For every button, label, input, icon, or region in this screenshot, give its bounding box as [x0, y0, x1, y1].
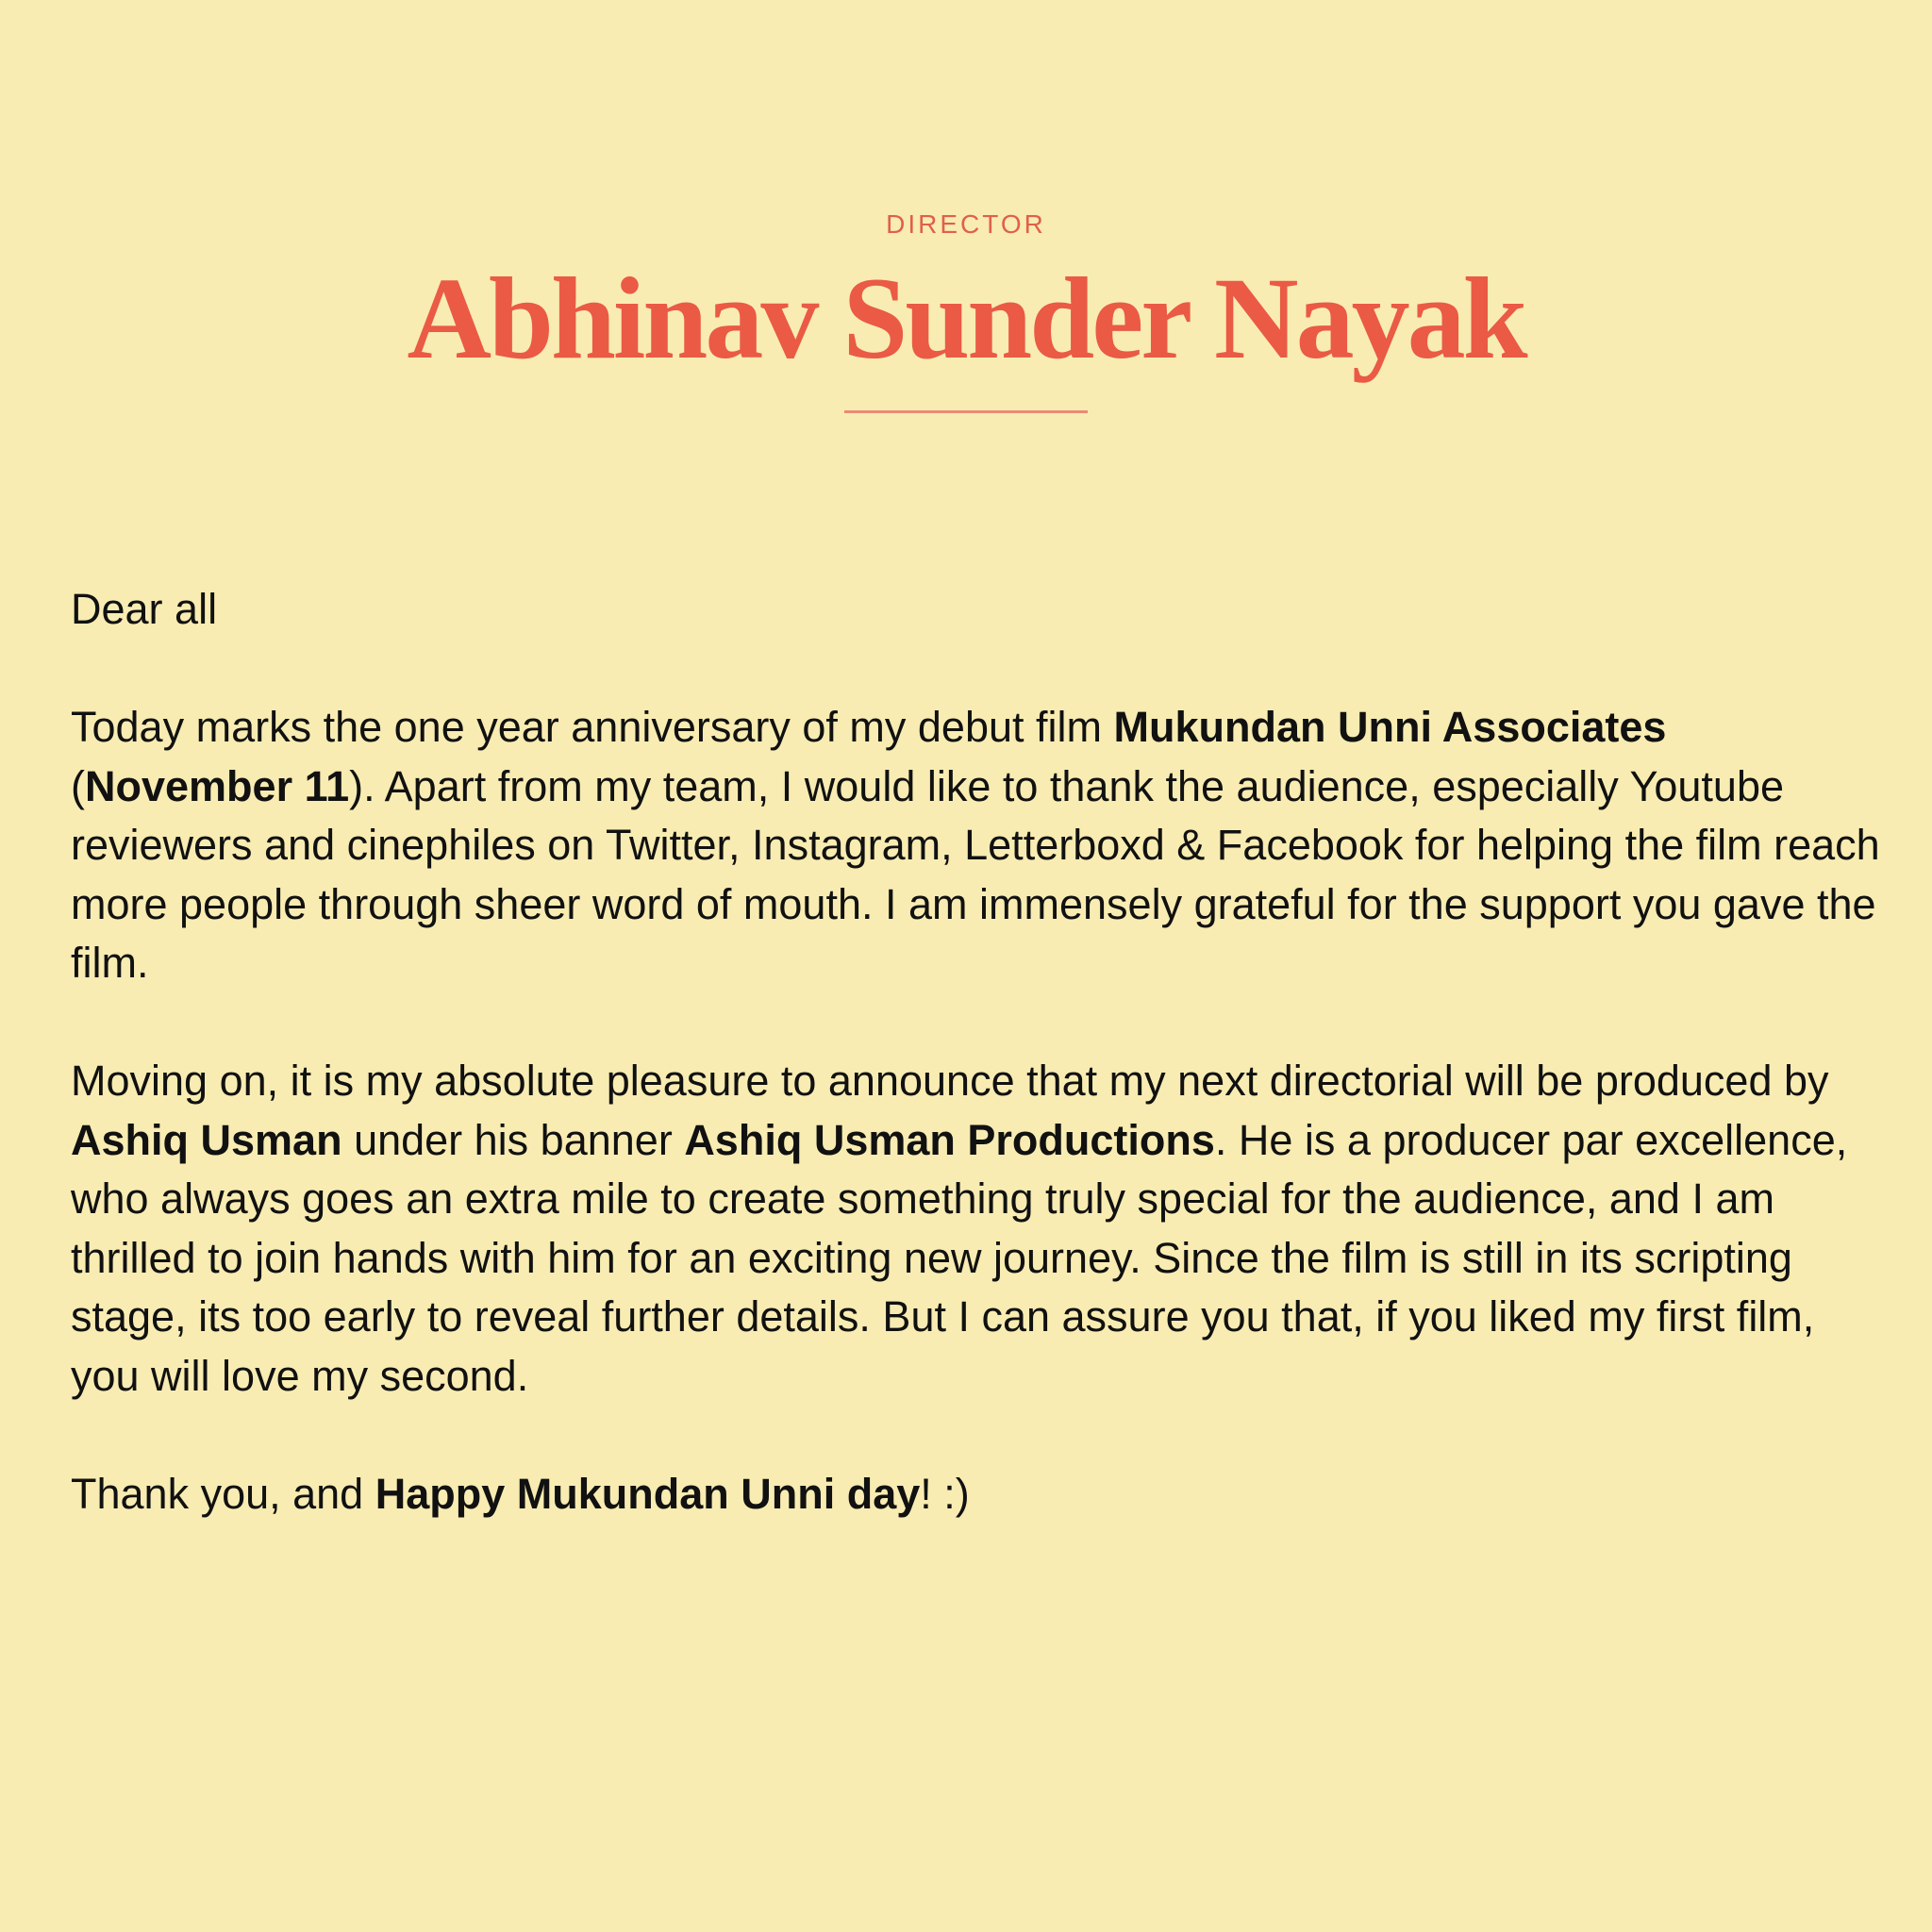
paragraph-text: Thank you, and — [71, 1469, 375, 1518]
paragraph-text: Today marks the one year anniversary of my debut film — [71, 703, 1114, 751]
paragraph-announcement — [71, 1052, 1882, 1406]
film-title: Mukundan Unni Associates — [1113, 703, 1667, 751]
release-date: November 11 — [85, 761, 350, 810]
paragraph-text: ). Apart from my team, I would like to thank the audience, especially Youtube reviewers and cinephiles on Twitter, Instagram, Letterboxd & Facebook for helping the film reach more people through sheer word of mouth. I am immensely grateful for the support you gave the film. — [71, 761, 1880, 987]
celebration-phrase: Happy Mukundan Unni day — [375, 1469, 921, 1518]
producer-name: Ashiq Usman — [71, 1115, 342, 1164]
paragraph-text: ! :) — [920, 1469, 970, 1518]
title-divider — [844, 410, 1088, 413]
letter-body — [71, 580, 1882, 1583]
paragraph-text: under his banner — [341, 1115, 685, 1164]
greeting: Dear all — [71, 585, 218, 633]
role-label: DIRECTOR — [886, 209, 1046, 239]
paragraph-text: . He is a producer par excellence, who always goes an extra mile to create something truly special for the audience, and I am thrilled to join hands with him for an exciting new journey. Since the film is still in its scripting stage, its too early to reveal further details. But I can assure you that, if you liked my first film, you will love my second. — [71, 1115, 1848, 1400]
production-banner: Ashiq Usman Productions — [684, 1115, 1215, 1164]
director-name: Abhinav Sunder Nayak — [407, 254, 1525, 383]
paragraph-text: ( — [71, 761, 85, 810]
paragraph-closing — [71, 1465, 1882, 1524]
paragraph-anniversary — [71, 698, 1882, 993]
paragraph-text: Moving on, it is my absolute pleasure to announce that my next directorial will be produced by — [71, 1057, 1829, 1105]
